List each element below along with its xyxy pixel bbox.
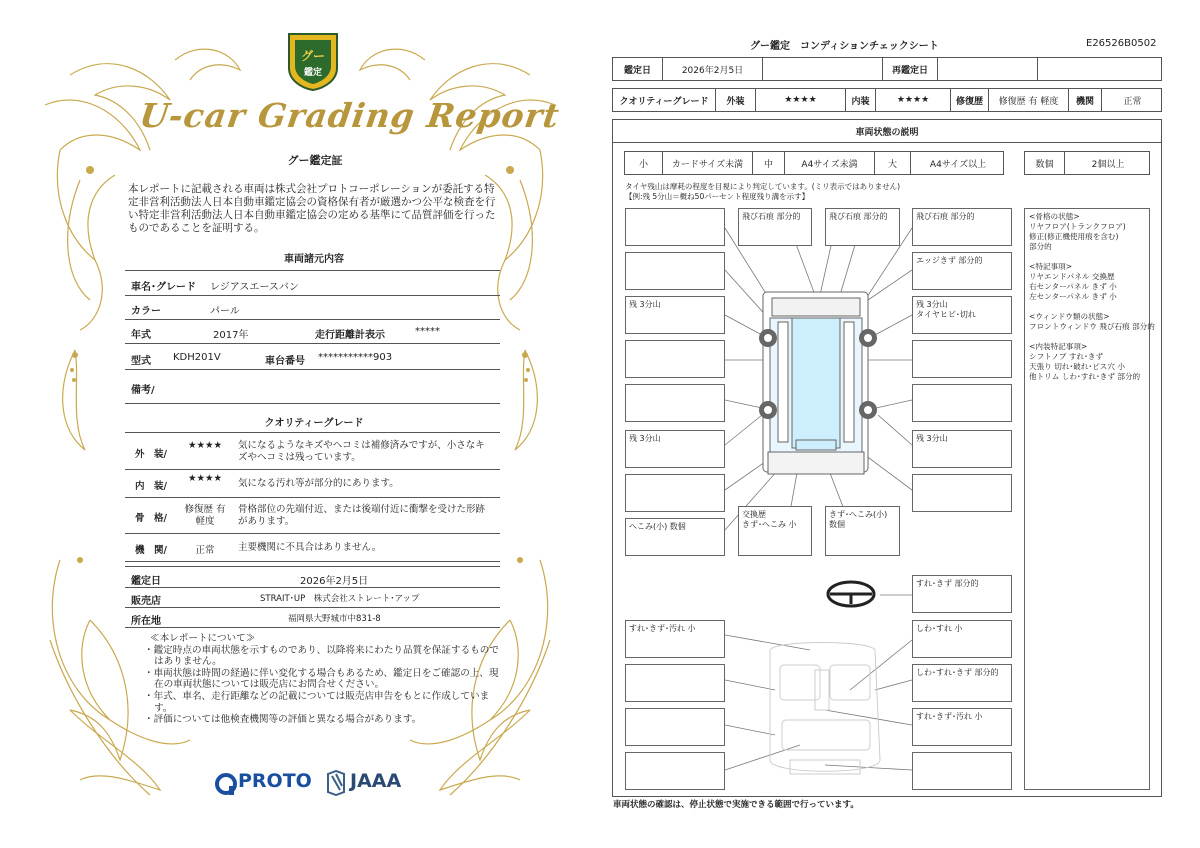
report-title: U-car Grading Report <box>137 96 563 135</box>
divider <box>125 270 500 271</box>
note-line: 修正(修正機使用痕を含む) <box>1029 232 1119 241</box>
note-line <box>1029 332 1145 342</box>
condition-box <box>625 474 725 512</box>
chassis-label: 車台番号 <box>265 356 305 367</box>
exterior-value: ★★★★ <box>756 89 846 111</box>
grade-description: 主要機関に不具合はありません。 <box>238 542 382 553</box>
report-notes <box>140 633 500 726</box>
count-desc: 2個以上 <box>1091 159 1125 170</box>
grade-row-exterior <box>125 434 500 470</box>
condition-box-front2: 飛び石痕 部分的 <box>825 208 900 246</box>
engine-value: 正常 <box>1123 96 1142 107</box>
condition-box-int-mid-right: しわ･すれ･きず 部分的 <box>912 664 1012 702</box>
condition-box-front1: 飛び石痕 部分的 <box>738 208 812 246</box>
condition-box <box>912 340 1012 378</box>
note-item: ・評価については他検査機関等の評価と異なる場合があります。 <box>144 714 422 726</box>
spec-row-model <box>125 346 500 370</box>
certificate-statement: 本レポートに記載される車両は株式会社プロトコーポレーションが委託する特定非営利活動法人日本自動車鑑定協会の資格保有者が厳選かつ公平な検査を行い特定非営利活動法人日本自動車鑑定協会の定める基準にて品質評価を行ったものであることを証明する。 <box>128 183 496 234</box>
dealer-value: STRAIT･UP 株式会社ストレート･アップ <box>260 594 420 604</box>
grade-rating: 修復歴 有 軽度 <box>184 504 226 527</box>
interior-label: 内装 <box>846 89 876 111</box>
grade-row-frame <box>125 498 500 534</box>
condition-box <box>625 752 725 790</box>
note-item: ・年式、車名、走行距離などの記載については販売店申告をもとに作成しています。 <box>144 690 490 714</box>
note-line: シフトノブ すれ･きず <box>1029 352 1104 361</box>
grade-label: 外 装/ <box>135 449 167 460</box>
condition-box <box>625 664 725 702</box>
year-label: 年式 <box>131 330 151 341</box>
model-label: 型式 <box>131 356 151 367</box>
note-line: 部分的 <box>1029 242 1052 251</box>
condition-box-tire-rr: 残 3分山 <box>912 430 1012 468</box>
condition-box <box>912 752 1012 790</box>
note-line: <内装特記事項> <box>1029 342 1088 351</box>
note-line: 他トリム しわ･すれ･きず 部分的 <box>1029 372 1141 381</box>
condition-box <box>625 384 725 422</box>
dealer-label: 販売店 <box>131 596 161 607</box>
condition-box <box>625 252 725 290</box>
note-line: フロントウィンドウ 飛び石痕 部分的 <box>1029 322 1155 331</box>
spec-section-title: 車両諸元内容 <box>284 254 344 265</box>
condition-box-tire-lf: 残 3分山 <box>625 296 725 334</box>
repair-label: 修復歴 <box>951 89 989 111</box>
tire-example: 【例:残 5分山＝概ね50パーセント程度残り溝を示す】 <box>625 192 810 201</box>
condition-box-int-rear-right: すれ･きず･汚れ 小 <box>912 708 1012 746</box>
date-value: 2026年2月5日 <box>663 58 763 80</box>
condition-box <box>912 474 1012 512</box>
spec-row-remarks <box>125 374 500 404</box>
rear-damage: きず･へこみ 小 <box>742 520 797 529</box>
condition-box <box>625 208 725 246</box>
grade-label: 内 装/ <box>135 481 167 492</box>
info-row-location <box>125 608 500 628</box>
date-value: 2026年2月5日 <box>300 576 369 587</box>
condition-box-rear-center <box>738 506 812 556</box>
svg-text:鑑定: 鑑定 <box>303 68 323 78</box>
size-small-desc: カードサイズ未満 <box>663 152 753 174</box>
chassis-value: ***********903 <box>318 352 393 363</box>
grade-description: 気になるようなキズやヘコミは補修済みですが、小さなキズやヘコミは残っています。 <box>238 440 485 463</box>
reeval-label: 再鑑定日 <box>883 58 938 80</box>
condition-box-tire-rf <box>912 296 1012 334</box>
model-value: KDH201V <box>173 352 221 363</box>
sheet-footer-note: 車両状態の確認は、停止状態で実施できる範囲で行っています。 <box>613 800 859 810</box>
note-line: リヤエンドパネル 交換歴 <box>1029 272 1115 281</box>
proto-logo-icon <box>215 772 237 796</box>
note-item: ・車両状態は時間の経過に伴い変化する場合もあるため、鑑定日をご確認の上、現在の車両状態については販売店にお問合せください。 <box>144 667 499 691</box>
size-mid: 中 <box>753 152 785 174</box>
grade-label: 機 関/ <box>135 545 167 556</box>
goo-appraisal-logo <box>283 30 343 92</box>
tire-note: タイヤ残山は摩耗の程度を目視により判定しています。(ミリ表示ではありません) <box>625 182 901 191</box>
location-label: 所在地 <box>131 616 161 627</box>
condition-box-rear-left: へこみ(小) 数個 <box>625 518 725 556</box>
note-line <box>1029 302 1145 312</box>
certificate-heading: グー鑑定証 <box>287 154 343 167</box>
size-large-desc: A4サイズ以上 <box>929 159 987 170</box>
spec-row-color <box>125 296 500 320</box>
explain-title: 車両状態の説明 <box>612 119 1162 143</box>
repair-value: 修復歴 有 軽度 <box>989 89 1069 111</box>
sheet-code: E26526B0502 <box>1086 38 1157 49</box>
svg-text:グー: グー <box>300 49 326 63</box>
grade-row-interior <box>125 470 500 498</box>
color-label: カラー <box>131 306 161 317</box>
note-line: <ウィンドウ類の状態> <box>1029 312 1110 321</box>
proto-brand: PROTO <box>238 770 312 792</box>
color-value: パール <box>210 306 240 317</box>
name-label: 車名･グレード <box>131 282 196 293</box>
condition-check-sheet <box>600 0 1200 848</box>
condition-box <box>625 340 725 378</box>
condition-box-int-front-right: しわ･すれ 小 <box>912 620 1012 658</box>
exterior-label: 外装 <box>716 89 756 111</box>
date-label: 鑑定日 <box>613 58 663 80</box>
year-value: 2017年 <box>213 330 249 341</box>
condition-box-rear-right: きず･へこみ(小) 数個 <box>825 506 900 556</box>
engine-label: 機関 <box>1069 89 1102 111</box>
note-line: 右センターパネル きず 小 <box>1029 282 1117 291</box>
name-value: レジアスエースバン <box>210 282 299 293</box>
size-mid-desc: A4サイズ未満 <box>785 152 875 174</box>
quality-label: クオリティーグレード <box>613 89 716 111</box>
condition-box-tire-lr: 残 3分山 <box>625 430 725 468</box>
grade-rating: 正常 <box>195 545 215 556</box>
condition-box-steering: すれ･きず 部分的 <box>912 575 1012 613</box>
sheet-title: グー鑑定 コンディションチェックシート <box>750 41 939 52</box>
date-label: 鑑定日 <box>131 576 161 587</box>
grade-row-engine <box>125 534 500 562</box>
size-large: 大 <box>875 152 911 174</box>
condition-box-edge: エッジきず 部分的 <box>912 252 1012 290</box>
info-row-date <box>125 566 500 588</box>
grade-description: 骨格部位の先端付近、または後端付近に衝撃を受けた形跡があります。 <box>238 504 486 527</box>
note-line: リヤフロア(トランクフロア) <box>1029 222 1126 231</box>
note-line: 天張り 切れ･破れ･ピス穴 小 <box>1029 362 1125 371</box>
interior-value: ★★★★ <box>876 89 951 111</box>
special-notes-panel <box>1024 208 1155 790</box>
spec-row-year <box>125 320 500 344</box>
condition-box <box>912 384 1012 422</box>
divider <box>125 432 500 433</box>
mileage-label: 走行距離計表示 <box>315 330 385 341</box>
jaaa-brand: JAAA <box>350 770 402 792</box>
note-line: 左センターパネル きず 小 <box>1029 292 1117 301</box>
grade-description: 気になる汚れ等が部分的にあります。 <box>238 478 399 489</box>
spec-row-name <box>125 272 500 296</box>
size-small: 小 <box>625 152 663 174</box>
quality-section-title: クオリティーグレード <box>264 418 364 429</box>
mileage-value: ***** <box>415 326 440 337</box>
jaaa-logo-icon <box>326 770 346 796</box>
note-line <box>1029 252 1145 262</box>
condition-box-front3: 飛び石痕 部分的 <box>912 208 1012 246</box>
note-item: ・鑑定時点の車両状態を示すものであり、以降将来にわたり品質を保証するものではありません。 <box>144 644 499 668</box>
tire-rf-crack: タイヤヒビ･切れ <box>916 310 976 319</box>
grade-rating: ★★★★ <box>187 473 223 484</box>
notes-heading: ≪本レポートについて≫ <box>150 633 256 644</box>
info-row-dealer <box>125 588 500 608</box>
condition-box <box>625 708 725 746</box>
note-line: <骨格の状態> <box>1029 212 1080 221</box>
remarks-label: 備考/ <box>131 385 155 396</box>
grade-label: 骨 格/ <box>135 513 167 524</box>
grade-rating: ★★★★ <box>187 440 223 451</box>
tire-rf-remaining: 残 3分山 <box>916 300 948 309</box>
location-value: 福岡県大野城市中831-8 <box>288 614 381 624</box>
condition-box-int-front-left: すれ･きず･汚れ 小 <box>625 620 725 658</box>
note-line: <特記事項> <box>1029 262 1073 271</box>
rear-exchange: 交換歴 <box>742 510 766 519</box>
count-label: 数個 <box>1025 152 1065 174</box>
